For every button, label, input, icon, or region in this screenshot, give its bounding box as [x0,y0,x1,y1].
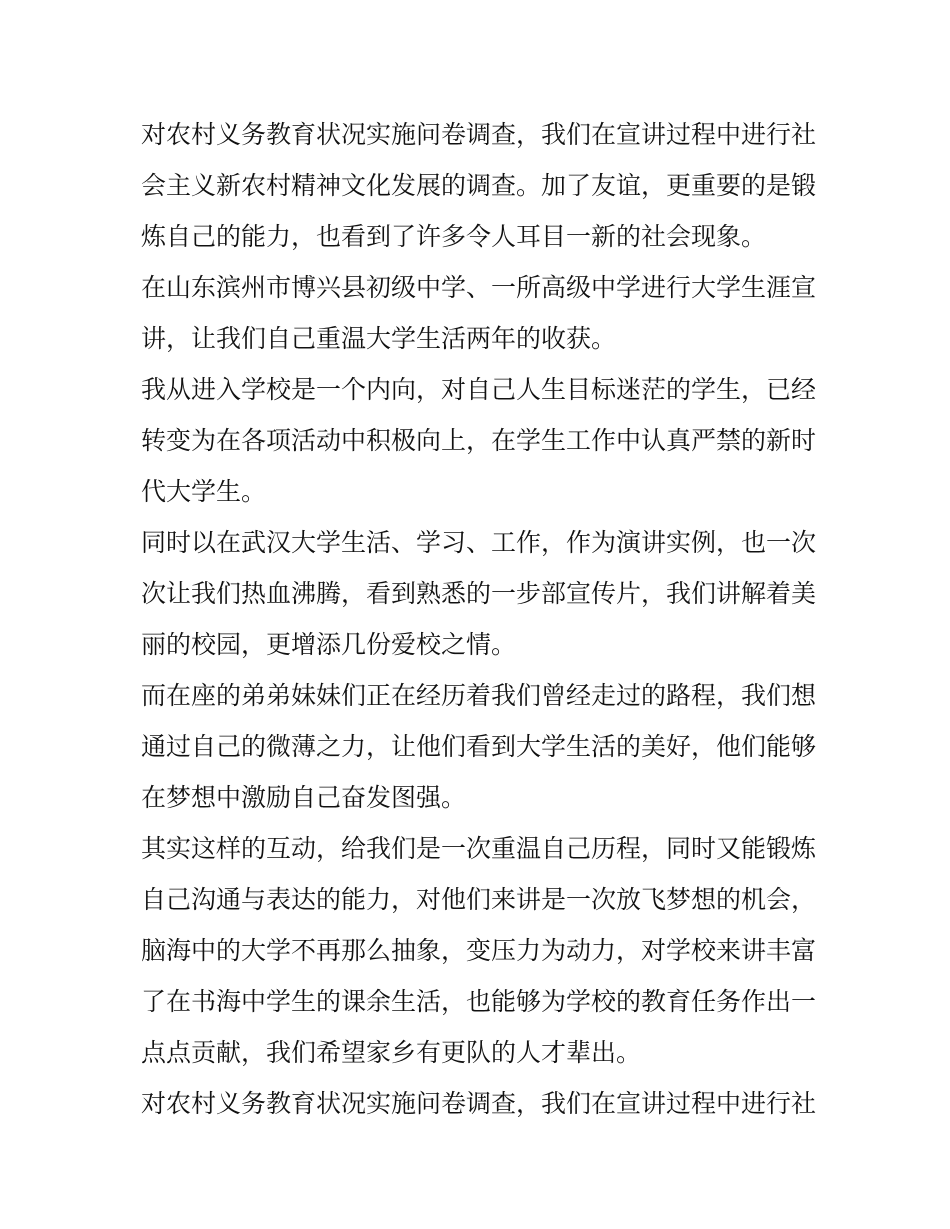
paragraph-7 [141,1078,817,1129]
paragraph-4 [141,517,817,670]
paragraph-4-line-2: 次让我们热血沸腾，看到熟悉的一步部宣传片，我们讲解着美 [141,579,817,608]
paragraph-5-line-2: 通过自己的微薄之力，让他们看到大学生活的美好，他们能够 [141,732,817,761]
paragraph-1-line-1: 对农村义务教育状况实施问卷调查，我们在宣讲过程中进行社 [141,120,817,149]
paragraph-2-line-1: 在山东滨州市博兴县初级中学、一所高级中学进行大学生涯宣 [141,273,817,302]
paragraph-3 [141,364,817,517]
paragraph-3-line-3: 代大学生。 [141,477,267,506]
paragraph-2 [141,262,817,364]
paragraph-6 [141,823,817,1078]
paragraph-1 [141,109,817,262]
paragraph-3-line-2: 转变为在各项活动中积极向上，在学生工作中认真严禁的新时 [141,426,817,455]
paragraph-7-line-1: 对农村义务教育状况实施问卷调查，我们在宣讲过程中进行社 [141,1089,817,1118]
paragraph-6-line-5: 点点贡献，我们希望家乡有更队的人才辈出。 [141,1038,642,1067]
paragraph-4-line-3: 丽的校园，更增添几份爱校之情。 [141,630,517,659]
paragraph-1-line-2: 会主义新农村精神文化发展的调查。加了友谊，更重要的是锻 [141,171,817,200]
paragraph-6-line-4: 了在书海中学生的课余生活，也能够为学校的教育任务作出一 [141,987,817,1016]
paragraph-6-line-2: 自己沟通与表达的能力，对他们来讲是一次放飞梦想的机会， [141,885,817,914]
paragraph-3-line-1: 我从进入学校是一个内向，对自己人生目标迷茫的学生，已经 [141,375,817,404]
paragraph-5 [141,670,817,823]
paragraph-5-line-3: 在梦想中激励自己奋发图强。 [141,783,467,812]
paragraph-6-line-3: 脑海中的大学不再那么抽象，变压力为动力，对学校来讲丰富 [141,936,817,965]
paragraph-6-line-1: 其实这样的互动，给我们是一次重温自己历程，同时又能锻炼 [141,834,817,863]
paragraph-4-line-1: 同时以在武汉大学生活、学习、工作，作为演讲实例，也一次 [141,528,817,557]
paragraph-5-line-1: 而在座的弟弟妹妹们正在经历着我们曾经走过的路程，我们想 [141,681,817,710]
document-body [141,109,817,1129]
paragraph-2-line-2: 讲，让我们自己重温大学生活两年的收获。 [141,324,617,353]
paragraph-1-line-3: 炼自己的能力，也看到了许多令人耳目一新的社会现象。 [141,222,767,251]
